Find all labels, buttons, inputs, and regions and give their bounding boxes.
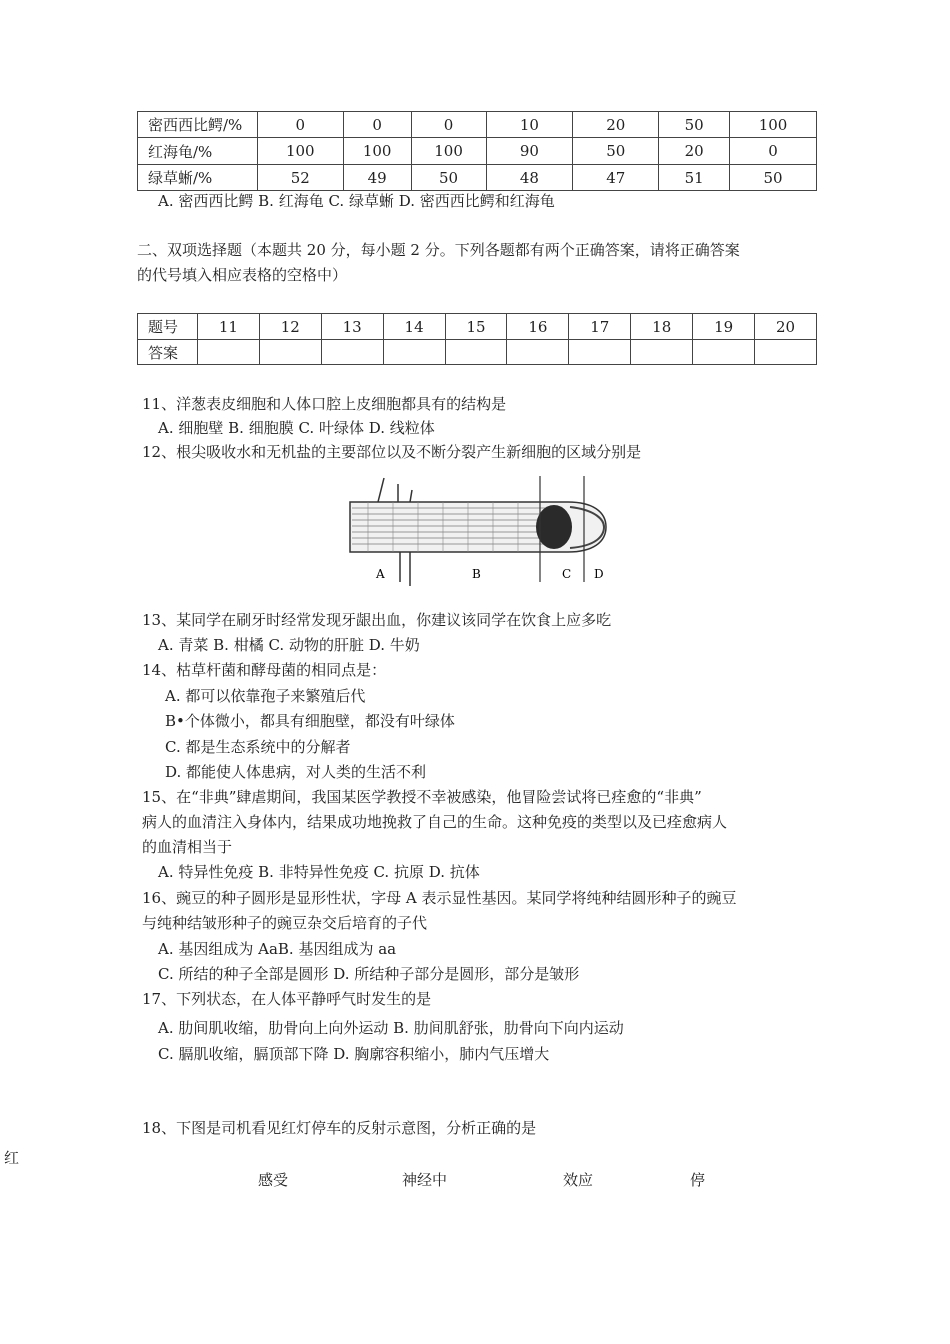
cell: 100 [343,138,411,165]
row-label: 密西西比鳄/% [138,112,258,138]
question-number: 18 [631,314,693,340]
row-label: 题号 [138,314,198,340]
question-number: 20 [755,314,817,340]
q18-stem: 18、下图是司机看见红灯停车的反射示意图，分析正确的是 [142,1119,537,1137]
q12-stem: 12、根尖吸收水和无机盐的主要部位以及不断分裂产生新细胞的区域分别是 [142,443,642,461]
label-d: D [594,567,604,581]
answer-cell[interactable] [259,340,321,365]
answer-cell[interactable] [569,340,631,365]
cell: 50 [411,165,486,191]
question-number: 14 [383,314,445,340]
cell: 10 [486,112,573,138]
q11-stem: 11、洋葱表皮细胞和人体口腔上皮细胞都具有的结构是 [142,395,507,413]
q17-options-1: A. 肋间肌收缩，肋骨向上向外运动 B. 肋间肌舒张，肋骨向下向内运动 [158,1019,624,1037]
reflex-fragment-stop: 停 [690,1171,706,1189]
cell: 0 [257,112,343,138]
cell: 48 [486,165,573,191]
row-label: 红海龟/% [138,138,258,165]
cell: 0 [730,138,817,165]
cell: 51 [659,165,730,191]
q14-stem: 14、枯草杆菌和酵母菌的相同点是： [142,661,387,679]
cell: 50 [730,165,817,191]
q17-options-2: C. 膈肌收缩，膈顶部下降 D. 胸廓容积缩小，肺内气压增大 [158,1045,550,1063]
q15-stem-line3: 的血清相当于 [142,838,233,856]
answer-cell[interactable] [197,340,259,365]
table-row [138,112,817,138]
q15-stem-line1: 15、在“非典”肆虐期间，我国某医学教授不幸被感染，他冒险尝试将已痊愈的“非典” [142,788,702,806]
q11-options: A. 细胞壁 B. 细胞膜 C. 叶绿体 D. 线粒体 [158,419,435,437]
cell: 100 [411,138,486,165]
answer-cell[interactable] [631,340,693,365]
q16-stem-line1: 16、豌豆的种子圆形是显形性状，字母 A 表示显性基因。某同学将纯种结圆形种子的豌豆 [142,889,737,907]
question-number: 19 [693,314,755,340]
reflex-fragment-effector: 效应 [563,1171,594,1189]
label-c: C [562,567,572,581]
q15-stem-line2: 病人的血清注入身体内，结果成功地挽救了自己的生命。这种免疫的类型以及已痊愈病人 [142,813,728,831]
q14-option-a: A. 都可以依靠孢子来繁殖后代 [165,687,366,705]
table-row [138,340,817,365]
q16-options-2: C. 所结的种子全部是圆形 D. 所结种子部分是圆形，部分是皱形 [158,965,580,983]
table-row [138,314,817,340]
question-number: 17 [569,314,631,340]
answer-cell[interactable] [507,340,569,365]
question-number: 13 [321,314,383,340]
cell: 50 [659,112,730,138]
question-number: 16 [507,314,569,340]
cell: 90 [486,138,573,165]
cell: 0 [343,112,411,138]
cell: 20 [573,112,659,138]
root-tip-figure [348,474,610,592]
row-label: 绿草蜥/% [138,165,258,191]
reflex-fragment-receptor: 感受 [258,1171,289,1189]
cell: 47 [573,165,659,191]
question-number: 11 [197,314,259,340]
answer-cell[interactable] [445,340,507,365]
q13-stem: 13、某同学在刷牙时经常发现牙龈出血，你建议该同学在饮食上应多吃 [142,611,612,629]
cell: 49 [343,165,411,191]
cell: 100 [257,138,343,165]
answer-cell[interactable] [693,340,755,365]
question-number: 15 [445,314,507,340]
question-number: 12 [259,314,321,340]
q15-options: A. 特异性免疫 B. 非特异性免疫 C. 抗原 D. 抗体 [158,863,480,881]
q10-options: A. 密西西比鳄 B. 红海龟 C. 绿草蜥 D. 密西西比鳄和红海龟 [158,192,555,210]
cell: 20 [659,138,730,165]
species-table [137,111,817,191]
answer-cell[interactable] [321,340,383,365]
answer-cell[interactable] [383,340,445,365]
answer-table [137,313,817,365]
q13-options: A. 青菜 B. 柑橘 C. 动物的肝脏 D. 牛奶 [158,636,420,654]
q16-options-1: A. 基因组成为 AaB. 基因组成为 aa [158,940,397,958]
cell: 100 [730,112,817,138]
row-label: 答案 [138,340,198,365]
table-row [138,138,817,165]
answer-cell[interactable] [755,340,817,365]
section-heading-line2: 的代号填入相应表格的空格中） [137,266,348,284]
q16-stem-line2: 与纯种结皱形种子的豌豆杂交后培育的子代 [142,914,428,932]
reflex-fragment-left: 红 [4,1149,20,1167]
cell: 50 [573,138,659,165]
label-a: A [376,567,385,581]
q17-stem: 17、下列状态，在人体平静呼气时发生的是 [142,990,432,1008]
cell: 52 [257,165,343,191]
q14-option-d: D. 都能使人体患病，对人类的生活不利 [165,763,427,781]
cell: 0 [411,112,486,138]
table-row [138,165,817,191]
q14-option-c: C. 都是生态系统中的分解者 [165,738,351,756]
label-b: B [472,567,481,581]
section-heading: 二、双项选择题（本题共 20 分，每小题 2 分。下列各题都有两个正确答案，请将正确答案 [137,241,740,259]
reflex-fragment-center: 神经中 [402,1171,448,1189]
q14-option-b: B•个体微小，都具有细胞壁，都没有叶绿体 [165,712,455,730]
